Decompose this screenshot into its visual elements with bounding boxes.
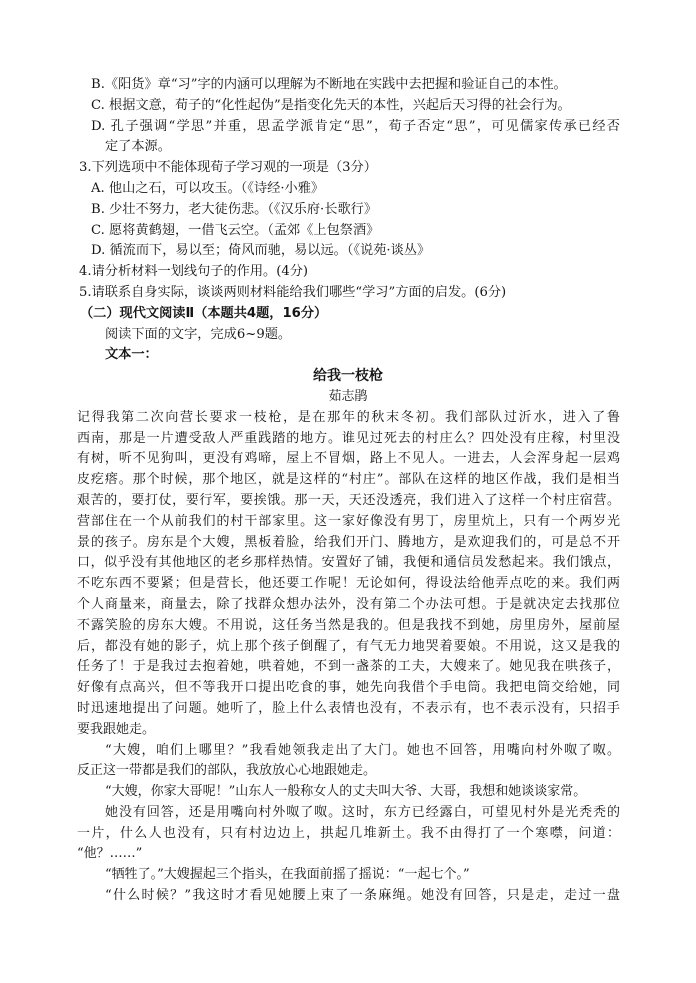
body-line: 景的孩子。房东是个大嫂，黑板着脸，给我们开门、腾地方，是欢迎我们的，可是总不开 — [77, 534, 620, 550]
story-paragraph — [0, 741, 696, 783]
question-3-option-b: B. 少壮不努力，老大徒伤悲。（《汉乐府·长歌行》 — [91, 201, 378, 217]
option-b: B.《阳货》章“习”字的内涵可以理解为不断地在实践中去把握和验证自己的本性。 — [91, 77, 567, 92]
option-d-line: 定了本源。 — [105, 139, 171, 155]
body-line: 有树，听不见狗叫，更没有鸡啼，屋上不冒烟，路上不见人。一进去，人会浑身起一层鸡 — [77, 451, 620, 467]
story-paragraph — [0, 803, 696, 865]
question-5-stem: 5.请联系自身实际，谈谈两则材料能给我们哪些“学习”方面的启发。(6分) — [79, 284, 507, 300]
body-line: 个人商量来，商量去，除了找群众想办法外，没有第二个办法可想。于是就决定去找那位 — [77, 596, 620, 612]
story-title: 给我一枝枪 — [313, 368, 383, 385]
body-line: 任务了！于是我过去抱着她，哄着她，不到一盏茶的工夫，大嫂来了。她见我在哄孩子， — [77, 659, 620, 675]
story-paragraph — [0, 886, 696, 907]
reading-instruction: 阅读下面的文字，完成6~9题。 — [105, 326, 292, 342]
body-line: 要我跟她走。 — [77, 721, 156, 737]
body-line: 口，似乎没有其他地区的老乡那样热情。安置好了铺，我便和通信员发愁起来。我们饿点， — [77, 555, 620, 571]
body-line: 反正这一带都是我们的部队，我放放心心地跟她走。 — [77, 763, 377, 779]
body-line: 皮疙瘩。那个时候，那个地区，就是这样的“村庄”。部队在这样的地区作战，我们是相当 — [77, 472, 620, 488]
question-2-options — [0, 75, 696, 158]
story-paragraph — [0, 865, 696, 886]
question-3-option-d: D. 循流而下，易以至；倚风而驰，易以远。（《说苑·谈丛》 — [91, 243, 431, 259]
question-3-option-a: A. 他山之石，可以攻玉。（《诗经·小雅》 — [91, 180, 325, 196]
body-line: “大嫂，咱们上哪里？”我看她领我走出了大门。她也不回答，用嘴向村外呶了呶。 — [105, 742, 620, 758]
body-line: 后，都没有她的影子，炕上那个孩子倒醒了，有气无力地哭着要娘。不用说，这又是我的 — [77, 638, 620, 654]
question-4-stem: 4.请分析材料一划线句子的作用。(4分) — [79, 264, 309, 280]
body-line: “他？……” — [77, 846, 143, 862]
story-paragraph — [0, 408, 696, 741]
body-line: “牺牲了。”大嫂握起三个指头，在我面前摇了摇说：“一起七个。” — [105, 867, 470, 883]
option-d-line: D. 孔子强调“学思”并重，思孟学派肯定“思”，荀子否定“思”，可见儒家传承已经否 — [91, 118, 620, 134]
text-label: 文本一： — [105, 347, 158, 363]
story-author: 茹志鹃 — [328, 388, 368, 404]
body-line: “大嫂，你家大哥呢！”山东人一般称女人的丈夫叫大爷、大哥，我想和她谈谈家常。 — [105, 784, 587, 800]
body-line: 一片，什么人也没有，只有村边边上，拱起几堆新土。我不由得打了一个寒噤，问道： — [77, 825, 620, 841]
option-c: C. 根据文意，荀子的“化性起伪”是指变化先天的本性，兴起后天习得的社会行为。 — [91, 97, 571, 113]
body-line: 不吃东西不要紧；但是营长，他还要工作呢！无论如何，得设法给他弄点吃的来。我们两 — [77, 576, 620, 592]
body-line: 西南，那是一片遭受敌人严重践踏的地方。谁见过死去的村庄么？四处没有庄稼，村里没 — [77, 430, 620, 446]
body-line: “什么时候？”我这时才看见她腰上束了一条麻绳。她没有回答，只是走，走过一盘 — [105, 888, 620, 904]
question-3-option-c: C. 愿将黄鹤翅，一借飞云空。（孟郊《上包祭酒》 — [91, 222, 380, 238]
question-3 — [0, 158, 696, 262]
body-line: 记得我第二次向营长要求一枝枪，是在那年的秋末冬初。我们部队过沂水，进入了鲁 — [77, 409, 620, 425]
story-body — [0, 408, 696, 907]
body-line: 时迅速地提出了问题。她听了，脸上什么表情也没有，不表示有，也不表示没有，只招手 — [77, 700, 620, 716]
story-paragraph — [0, 782, 696, 803]
page-content — [0, 75, 696, 907]
body-line: 好像有点高兴，但不等我开口提出吃食的事，她先向我借个手电筒。我把电筒交给她，同 — [77, 680, 620, 696]
body-line: 营部住在一个从前我们的村干部家里。这一家好像没有男丁，房里炕上，只有一个两岁光 — [77, 513, 620, 529]
section-heading: （二）现代文阅读Ⅱ（本题共4题，16分） — [80, 305, 328, 321]
body-line: 艰苦的，要打仗，要行军，要挨饿。那一天，天还没透亮，我们进入了这样一个村庄宿营。 — [77, 492, 620, 508]
question-3-stem: 3.下列选项中不能体现荀子学习观的一项是（3分） — [79, 160, 377, 176]
body-line: 不露笑脸的房东大嫂。不用说，这任务当然是我的。但是我找不到她，房里房外，屋前屋 — [77, 617, 620, 633]
body-line: 她没有回答，还是用嘴向村外呶了呶。这时，东方已经露白，可望见村外是光秃秃的 — [105, 804, 620, 820]
